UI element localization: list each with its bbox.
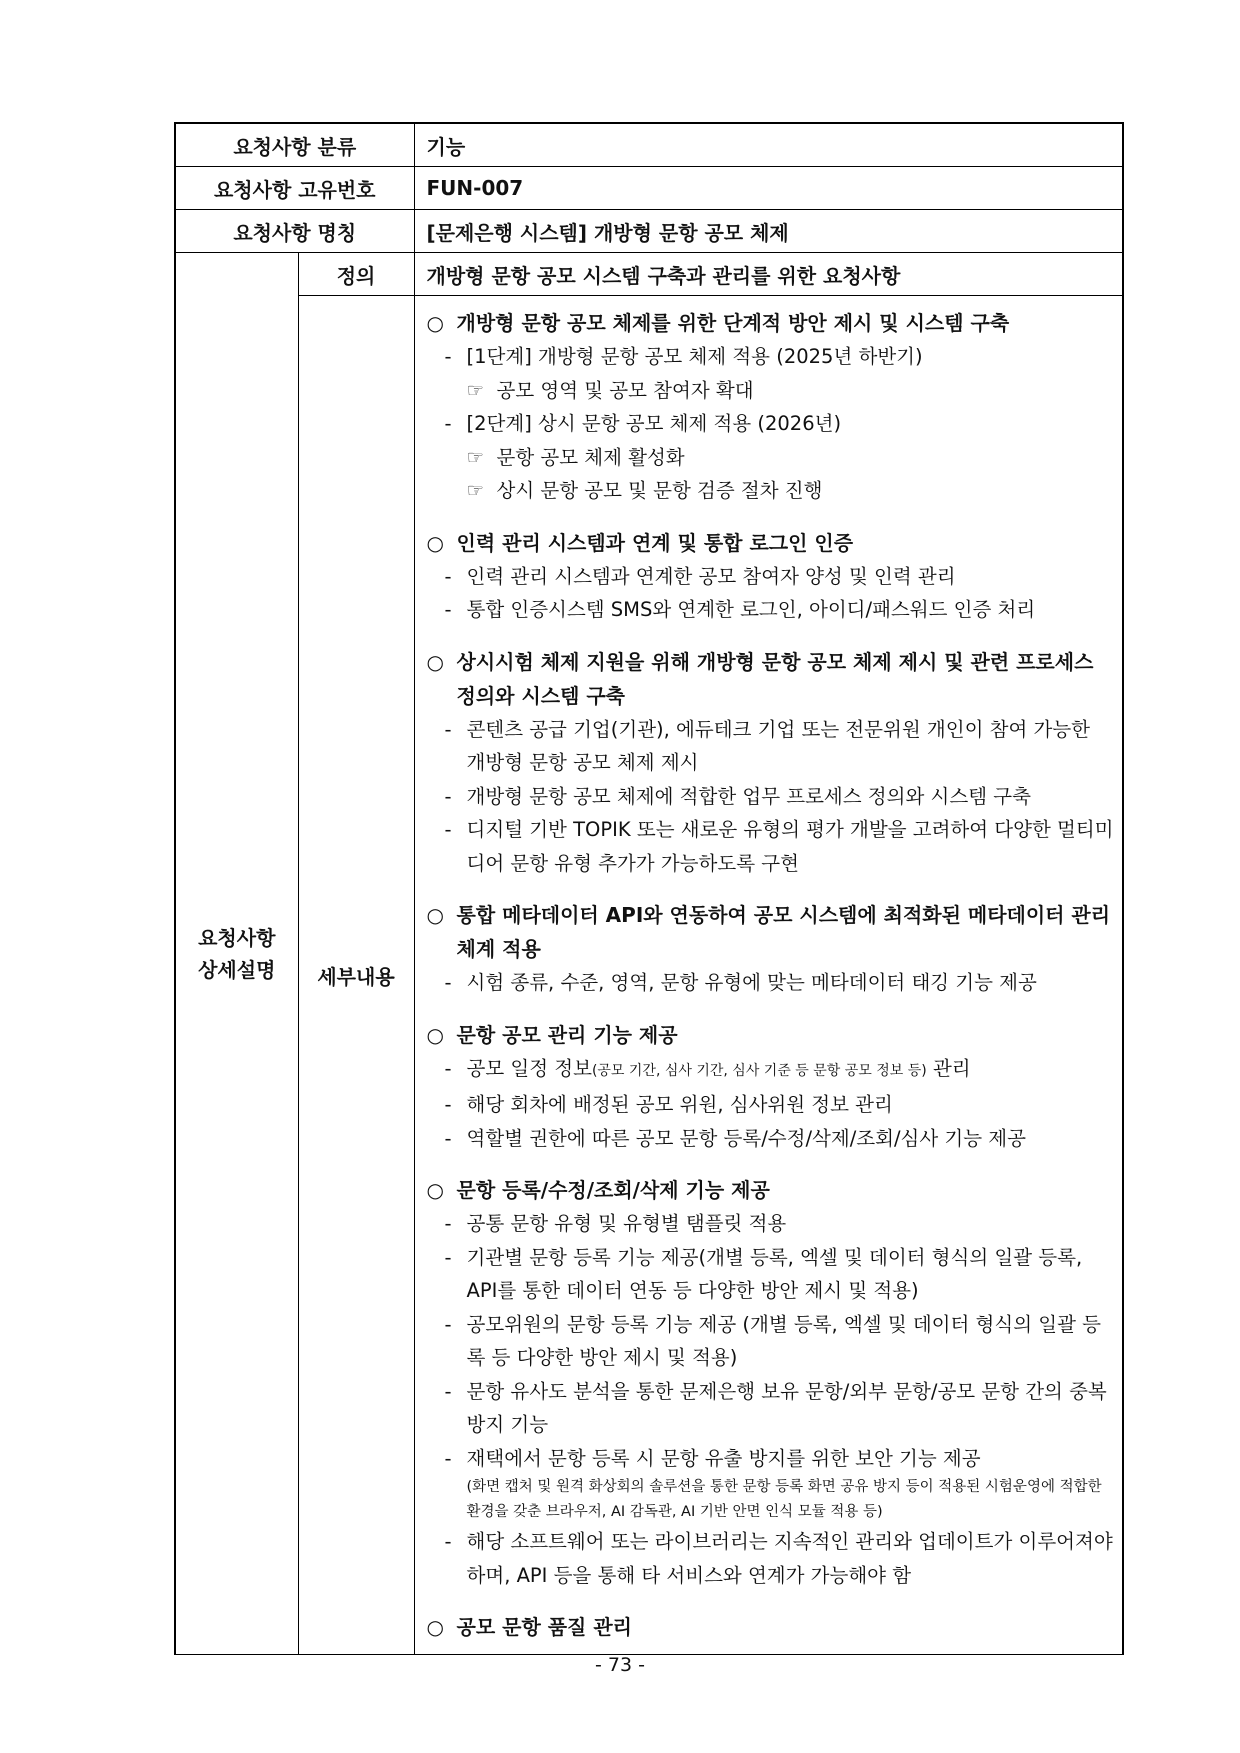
dash-bullet-icon: - <box>444 564 452 588</box>
sub-item <box>427 474 1115 508</box>
section-title <box>427 1018 1115 1052</box>
sub-item <box>427 441 1115 475</box>
dash-bullet-icon: - <box>444 1245 452 1269</box>
list-item <box>427 1088 1115 1122</box>
list-item-text: 공통 문항 유형 및 유형별 탬플릿 적용 <box>466 1212 787 1235</box>
list-item <box>427 1052 1115 1089</box>
requirement-table <box>174 122 1124 1655</box>
dash-bullet-icon: - <box>444 818 452 841</box>
section-title-text: 인력 관리 시스템과 연계 및 통합 로그인 인증 <box>456 530 854 555</box>
section <box>427 645 1115 881</box>
section-title-text: 공모 문항 품질 관리 <box>456 1615 632 1639</box>
detail-outer-label <box>175 253 298 1655</box>
page-number: - 73 - <box>595 1654 645 1676</box>
section <box>427 1018 1115 1156</box>
dash-bullet-icon: - <box>444 345 452 368</box>
definition-value: 개방형 문항 공모 시스템 구축과 관리를 위한 요청사항 <box>414 253 1123 296</box>
section-title-text: 통합 메타데이터 API와 연동하여 공모 시스템에 최적화된 메타데이터 관리 체계 적용 <box>456 903 1111 961</box>
dash-bullet-icon: - <box>444 1212 452 1235</box>
list-item <box>427 713 1115 780</box>
list-item <box>427 1442 1115 1476</box>
list-item <box>427 813 1115 880</box>
section-title-text: 문항 공모 관리 기능 제공 <box>456 1022 678 1047</box>
list-item <box>427 1207 1115 1241</box>
list-item <box>427 1308 1115 1375</box>
sub-item-text: 문항 공모 체제 활성화 <box>496 445 685 469</box>
list-item <box>427 966 1115 1000</box>
id-label: 요청사항 고유번호 <box>175 167 414 210</box>
list-item-text: 공모위원의 문항 등록 기능 제공 (개별 등록, 엑셀 및 데이터 형식의 일괄 등록 등 다양한 방안 제시 및 적용) <box>466 1312 1101 1369</box>
id-value: FUN-007 <box>414 167 1123 210</box>
circle-bullet-icon: ○ <box>426 530 444 555</box>
list-item <box>427 407 1115 441</box>
list-item-text: [1단계] 개방형 문항 공모 체제 적용 (2025년 하반기) <box>466 345 923 368</box>
section <box>427 526 1115 627</box>
list-item-text: 인력 관리 시스템과 연계한 공모 참여자 양성 및 인력 관리 <box>466 564 956 588</box>
section-title <box>427 526 1115 560</box>
dash-bullet-icon: - <box>444 598 452 621</box>
circle-bullet-icon: ○ <box>426 1022 444 1047</box>
list-item-tail-text: 관리 <box>926 1056 971 1080</box>
circle-bullet-icon: ○ <box>426 903 444 927</box>
circle-bullet-icon: ○ <box>426 1615 444 1639</box>
circle-bullet-icon: ○ <box>426 311 444 335</box>
dash-bullet-icon: - <box>444 784 452 808</box>
list-item <box>427 1375 1115 1442</box>
list-item <box>427 1241 1115 1308</box>
list-item-text: 해당 소프트웨어 또는 라이브러리는 지속적인 관리와 업데이트가 이루어져야 하며, API 등을 통해 타 서비스와 연계가 가능해야 함 <box>466 1530 1113 1587</box>
dash-bullet-icon: - <box>444 1530 452 1553</box>
dash-bullet-icon: - <box>444 1093 452 1116</box>
content-label: 세부내용 <box>298 296 414 1655</box>
name-label: 요청사항 명칭 <box>175 210 414 253</box>
list-item-text: 통합 인증시스템 SMS와 연계한 로그인, 아이디/패스워드 인증 처리 <box>466 598 1036 621</box>
list-item-small-text: (공모 기간, 심사 기간, 심사 기준 등 문항 공모 정보 등) <box>591 1062 927 1079</box>
list-item-text: 문항 유사도 분석을 통한 문제은행 보유 문항/외부 문항/공모 문항 간의 중복 방지 기능 <box>466 1379 1107 1436</box>
content-sections <box>427 306 1115 1644</box>
dash-bullet-icon: - <box>444 1056 452 1080</box>
section <box>427 898 1115 1000</box>
sub-item <box>427 374 1115 408</box>
section-title <box>427 898 1115 966</box>
category-label: 요청사항 분류 <box>175 123 414 167</box>
list-item-text: 기관별 문항 등록 기능 제공(개별 등록, 엑셀 및 데이터 형식의 일괄 등록, API를 통한 데이터 연동 등 다양한 방안 제시 및 적용) <box>466 1245 1083 1302</box>
list-item-text: 공모 일정 정보 <box>466 1056 592 1080</box>
dash-bullet-icon: - <box>444 1446 452 1470</box>
pointing-hand-icon: ☞ <box>466 479 484 502</box>
list-item-text: 개방형 문항 공모 체제에 적합한 업무 프로세스 정의와 시스템 구축 <box>466 784 1031 808</box>
list-item <box>427 780 1115 814</box>
circle-bullet-icon: ○ <box>426 649 444 674</box>
list-item-text: 디지털 기반 TOPIK 또는 새로운 유형의 평가 개발을 고려하여 다양한 멀티미디어 문항 유형 추가가 가능하도록 구현 <box>466 818 1114 875</box>
sub-item-text: 공모 영역 및 공모 참여자 확대 <box>496 378 754 402</box>
sub-item-text: 상시 문항 공모 및 문항 검증 절차 진행 <box>496 479 823 502</box>
pointing-hand-icon: ☞ <box>466 445 484 469</box>
list-item-text: [2단계] 상시 문항 공모 체제 적용 (2026년) <box>466 412 842 435</box>
section-title <box>427 1173 1115 1207</box>
list-item <box>427 560 1115 594</box>
dash-bullet-icon: - <box>444 1379 452 1403</box>
circle-bullet-icon: ○ <box>426 1178 444 1202</box>
section <box>427 1173 1115 1592</box>
list-item <box>427 1122 1115 1156</box>
list-item-text: 콘텐츠 공급 기업(기관), 에듀테크 기업 또는 전문위원 개인이 참여 가능한 개방형 문항 공모 체제 제시 <box>466 717 1090 774</box>
dash-bullet-icon: - <box>444 717 452 741</box>
pointing-hand-icon: ☞ <box>466 378 484 402</box>
dash-bullet-icon: - <box>444 412 452 435</box>
name-value: [문제은행 시스템] 개방형 문항 공모 체제 <box>414 210 1123 253</box>
detail-outer-label-line2: 상세설명 <box>198 957 276 982</box>
list-item <box>427 1525 1115 1592</box>
section-title-text: 개방형 문항 공모 체제를 위한 단계적 방안 제시 및 시스템 구축 <box>456 311 1010 335</box>
detail-outer-label-line1: 요청사항 <box>198 925 276 950</box>
definition-label: 정의 <box>298 253 414 296</box>
category-value: 기능 <box>414 123 1123 167</box>
list-item <box>427 340 1115 374</box>
dash-bullet-icon: - <box>444 1126 452 1150</box>
list-item-text: 시험 종류, 수준, 영역, 문항 유형에 맞는 메타데이터 태깅 기능 제공 <box>466 971 1037 994</box>
section-title <box>427 1610 1115 1644</box>
list-item-text: 해당 회차에 배정된 공모 위원, 심사위원 정보 관리 <box>466 1093 893 1116</box>
content-cell <box>414 296 1123 1655</box>
list-item-text: 역할별 권한에 따른 공모 문항 등록/수정/삭제/조회/심사 기능 제공 <box>466 1126 1026 1150</box>
section <box>427 1610 1115 1644</box>
section-title-text: 문항 등록/수정/조회/삭제 기능 제공 <box>456 1178 770 1202</box>
list-item <box>427 593 1115 627</box>
note-text: (화면 캡처 및 원격 화상회의 솔루션을 통한 문항 등록 화면 공유 방지 등이 적용된 시험운영에 적합한 환경을 갖춘 브라우저, AI 감독관, AI 기반 안면 인식 모듈 적용 등) <box>466 1479 1102 1520</box>
dash-bullet-icon: - <box>444 1312 452 1336</box>
list-item-text: 재택에서 문항 등록 시 문항 유출 방지를 위한 보안 기능 제공 <box>466 1446 981 1470</box>
section-title-text: 상시시험 체제 지원을 위해 개방형 문항 공모 체제 제시 및 관련 프로세스 정의와 시스템 구축 <box>456 649 1094 708</box>
section-title <box>427 645 1115 713</box>
section <box>427 306 1115 508</box>
dash-bullet-icon: - <box>444 971 452 994</box>
section-title <box>427 306 1115 340</box>
